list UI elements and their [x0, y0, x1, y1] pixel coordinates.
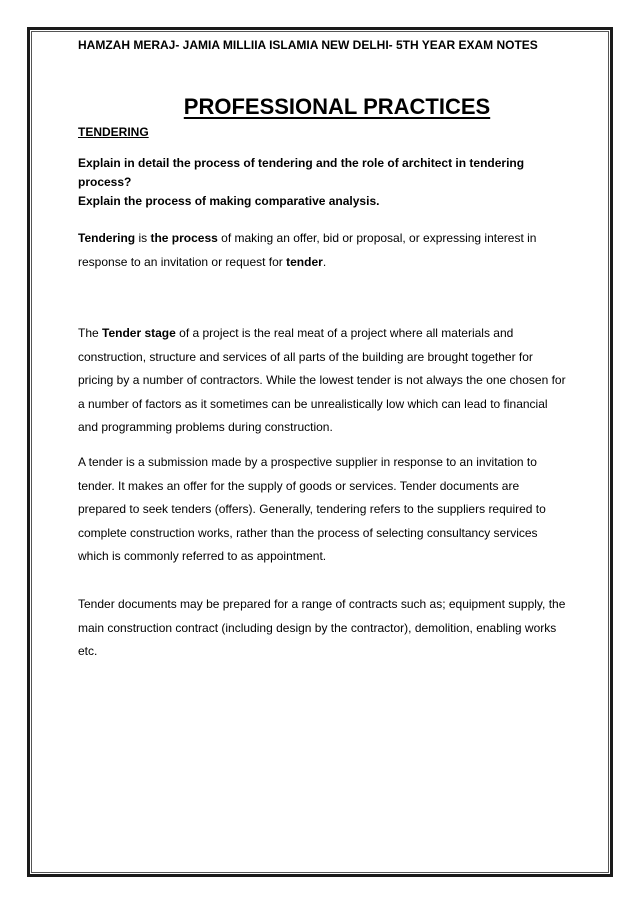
term-tender: tender [286, 254, 323, 269]
term-tender-stage: Tender stage [102, 326, 176, 340]
question-line-2: Explain the process of making comparative analysis. [78, 194, 380, 208]
page-title [78, 85, 568, 122]
definition-text: of making an offer, bid or proposal, or expressing interest in response to an invitation or request for [78, 231, 537, 269]
text-is: is [135, 231, 151, 245]
page-title-text: PROFESSIONAL PRACTICES [183, 94, 491, 119]
term-tendering: Tendering [78, 231, 136, 245]
exam-question [78, 154, 568, 211]
paragraph-definition [78, 227, 570, 274]
text-the: The [78, 326, 103, 340]
question-line-1: Explain in detail the process of tendering and the role of architect in tendering process? [78, 156, 525, 189]
paragraph-tender-stage [78, 322, 570, 440]
section-heading: TENDERING [78, 125, 149, 139]
term-the-process: the process [150, 231, 218, 245]
definition-end: . [322, 254, 327, 269]
paragraph-tender-submission: A tender is a submission made by a prospective supplier in response to an invitation to tender. It makes an offer for the supply of goods or services. Tender documents are prepared to seek tenders (offers). Generally, tendering refers to the suppliers required to complete construction works, rather than the process of selecting consultancy services which is commonly referred to as appointment. [78, 455, 546, 563]
paragraph-tender-documents: Tender documents may be prepared for a range of contracts such as; equipment supply, the main construction contract (including design by the contractor), demolition, enabling works etc. [78, 597, 566, 658]
running-header: HAMZAH MERAJ- JAMIA MILLIIA ISLAMIA NEW DELHI- 5TH YEAR EXAM NOTES [78, 38, 538, 52]
document-body [78, 37, 568, 658]
tender-stage-text: of a project is the real meat of a project where all materials and construction, structure and services of all parts of the building are brought together for pricing by a number of contractors. While the lowest tender is not always the one chosen for a number of factors as it sometimes can be unrealistically low which can lead to financial and programming problems during construction. [78, 326, 566, 434]
